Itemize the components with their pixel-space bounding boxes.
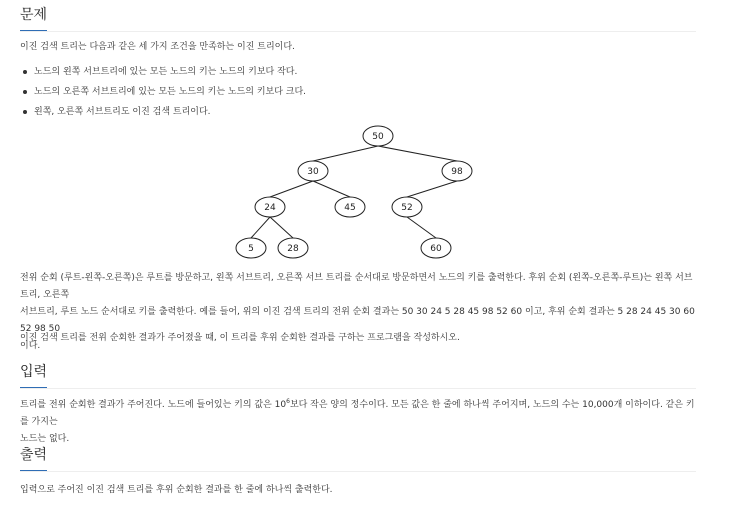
tree-edges [251,146,457,238]
tree-edge-50-98 [378,146,457,161]
tree-node-label: 50 [372,132,384,142]
tree-node-label: 45 [344,203,356,213]
output-title: 출력 [20,444,47,472]
tree-node-label: 30 [307,167,319,177]
section-divider [20,471,696,472]
tree-node-28 [278,238,308,258]
output-description: 입력으로 주어진 이진 검색 트리를 후위 순회한 결과를 한 줄에 하나씩 출력한다. [20,485,333,495]
input-section-header [20,361,696,389]
tree-node-98 [442,161,472,181]
output-section-header [20,444,696,472]
tree-nodes [236,126,472,258]
bullet-icon [23,90,27,94]
problem-intro: 이진 검색 트리는 다음과 같은 세 가지 조건을 만족하는 이진 트리이다. [20,42,295,52]
tree-node-50 [363,126,393,146]
tree-edge-50-30 [313,146,378,161]
tree-node-label: 5 [248,244,254,254]
input-title: 입력 [20,361,47,389]
task-statement: 이진 검색 트리를 전위 순회한 결과가 주어졌을 때, 이 트리를 후위 순회한 결과를 구하는 프로그램을 작성하시오. [20,333,460,343]
tree-edge-30-24 [270,181,313,197]
tree-edge-98-52 [407,181,457,197]
section-divider [20,388,696,389]
tree-node-label: 98 [451,167,463,177]
tree-edge-52-60 [407,217,436,238]
tree-node-45 [335,197,365,217]
tree-node-label: 24 [264,203,276,213]
problem-title: 문제 [20,4,47,32]
tree-node-5 [236,238,266,258]
bullet-icon [23,110,27,114]
list-item: 왼쪽, 오른쪽 서브트리도 이진 검색 트리이다. [20,104,306,124]
tree-node-60 [421,238,451,258]
tree-node-24 [255,197,285,217]
tree-edge-24-5 [251,217,270,238]
tree-node-30 [298,161,328,181]
traversal-description: 전위 순회 (루트-왼쪽-오른쪽)은 루트를 방문하고, 왼쪽 서브트리, 오른쪽 서브 트리를 순서대로 방문하면서 노드의 키를 출력한다. 후위 순회 (왼쪽-오른쪽-루트)는 왼쪽 서브트리, 오른쪽 서브트리, 루트 노드 순서대로 키를 출력한다. 예를 들어, 위의 이진 검색 트리의 전위 순회 결과는 50 30 24 5 28 45 98 52 60 이고, 후위 순회 결과는 5 28 24 45 30 60 52 98 50 이다. [20,273,695,351]
tree-edge-24-28 [270,217,293,238]
tree-node-label: 60 [430,244,442,254]
list-item: 노드의 오른쪽 서브트리에 있는 모든 노드의 키는 노드의 키보다 크다. [20,84,306,104]
bullet-icon [23,70,27,74]
tree-edge-30-45 [313,181,350,197]
section-divider [20,31,696,32]
tree-node-label: 52 [401,203,413,213]
list-item: 노드의 왼쪽 서브트리에 있는 모든 노드의 키는 노드의 키보다 작다. [20,64,306,84]
input-description: 트리를 전위 순회한 결과가 주어진다. 노드에 들어있는 키의 값은 $10^6$보다 작은 양의 정수이다. 모든 값은 한 줄에 하나씩 주어지며, 노드의 수는 10,000개 이하이다. 같은 키를 가지는 노드는 없다. [20,398,695,444]
tree-node-52 [392,197,422,217]
tree-node-label: 28 [287,244,299,254]
condition-list [20,64,306,124]
binary-search-tree-diagram [230,122,520,262]
problem-section-header [20,4,696,32]
